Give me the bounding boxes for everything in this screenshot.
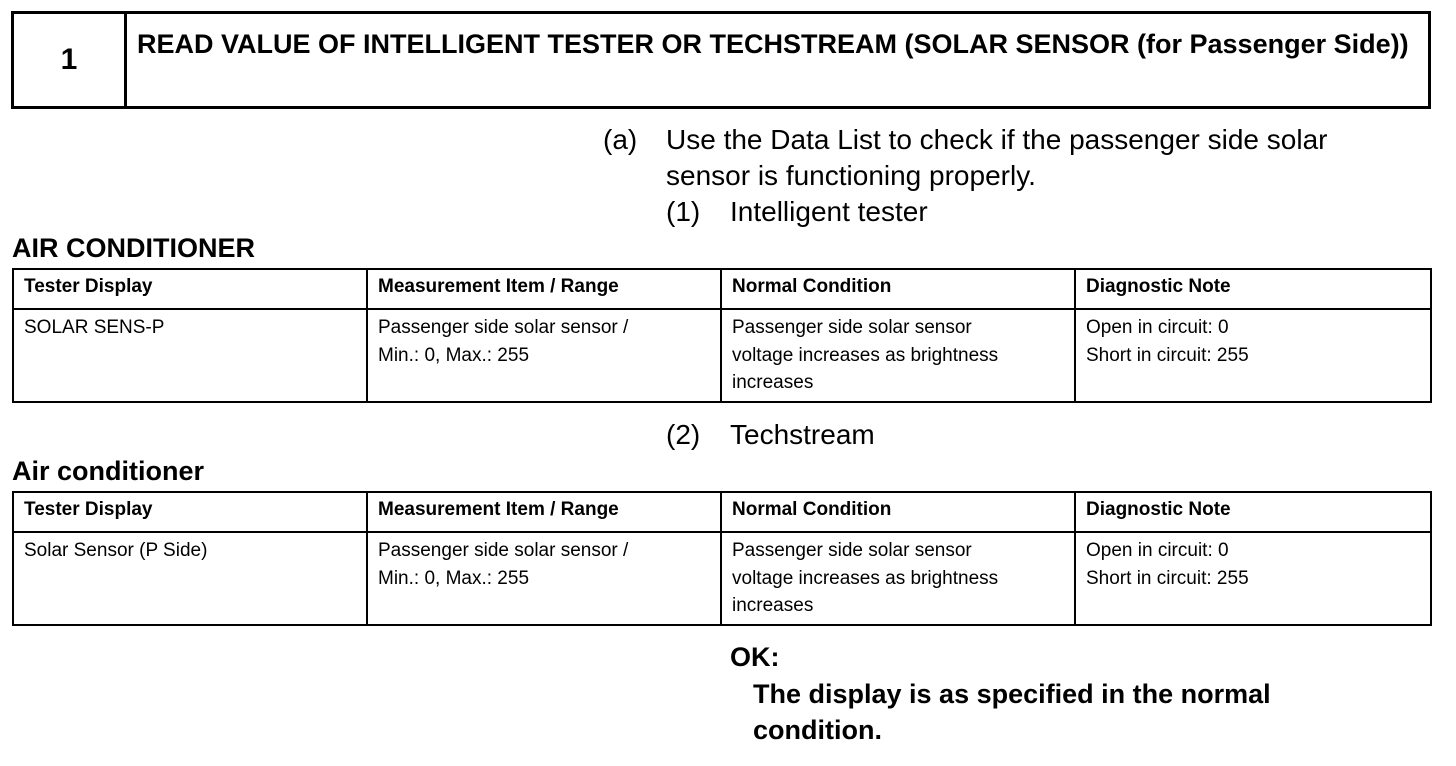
instruction-a-marker: (a) xyxy=(603,124,638,155)
table-header-row xyxy=(13,269,1431,309)
header-normal-condition: Normal Condition xyxy=(721,269,1075,309)
header-diagnostic-note: Diagnostic Note xyxy=(1075,269,1431,309)
instruction-sub1 xyxy=(666,194,928,230)
header-diagnostic-note: Diagnostic Note xyxy=(1075,492,1431,532)
instruction-sub2 xyxy=(666,417,875,453)
data-list-table-techstream xyxy=(12,491,1432,626)
header-tester-display: Tester Display xyxy=(13,492,367,532)
instruction-sub1-marker: (1) xyxy=(666,196,701,227)
cell-diagnostic-note: Open in circuit: 0 Short in circuit: 255 xyxy=(1075,309,1431,402)
ok-condition-text: The display is as specified in the normal condition. xyxy=(753,679,1271,745)
header-measurement-item: Measurement Item / Range xyxy=(367,492,721,532)
instruction-sub2-marker: (2) xyxy=(666,419,701,450)
section-title-air-conditioner-techstream: Air conditioner xyxy=(12,456,205,486)
cell-tester-display: SOLAR SENS-P xyxy=(13,309,367,402)
ok-label: OK: xyxy=(730,642,780,672)
cell-normal-condition: Passenger side solar sensor voltage increases as brightness increases xyxy=(721,309,1075,402)
instruction-a-line2: sensor is functioning properly. xyxy=(666,160,1036,191)
table-row xyxy=(13,309,1431,402)
step-title: READ VALUE OF INTELLIGENT TESTER OR TECHSTREAM (SOLAR SENSOR (for Passenger Side)) xyxy=(137,29,1409,59)
section-title-air-conditioner: AIR CONDITIONER xyxy=(12,233,255,263)
cell-diagnostic-note: Open in circuit: 0 Short in circuit: 255 xyxy=(1075,532,1431,625)
header-normal-condition: Normal Condition xyxy=(721,492,1075,532)
cell-tester-display: Solar Sensor (P Side) xyxy=(13,532,367,625)
cell-normal-condition: Passenger side solar sensor voltage increases as brightness increases xyxy=(721,532,1075,625)
cell-measurement-item: Passenger side solar sensor / Min.: 0, Max.: 255 xyxy=(367,532,721,625)
instruction-sub2-text: Techstream xyxy=(730,419,875,450)
instruction-a xyxy=(603,122,1327,194)
instruction-a-line1: Use the Data List to check if the passenger side solar xyxy=(666,124,1328,155)
header-measurement-item: Measurement Item / Range xyxy=(367,269,721,309)
step-header xyxy=(11,11,1431,109)
instruction-sub1-text: Intelligent tester xyxy=(730,196,928,227)
data-list-table-intelligent-tester xyxy=(12,268,1432,403)
cell-measurement-item: Passenger side solar sensor / Min.: 0, Max.: 255 xyxy=(367,309,721,402)
table-row xyxy=(13,532,1431,625)
step-number: 1 xyxy=(14,14,127,106)
header-tester-display: Tester Display xyxy=(13,269,367,309)
table-header-row xyxy=(13,492,1431,532)
